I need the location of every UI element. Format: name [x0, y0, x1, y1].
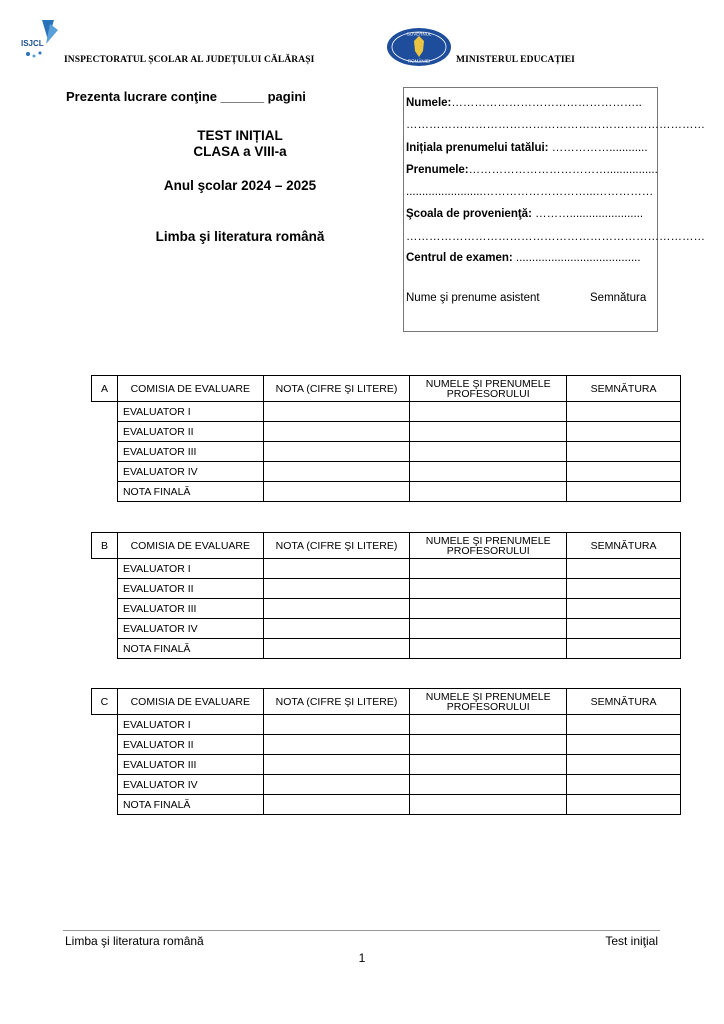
id-line-school: Şcoala de provenienţă: ……….......................: [406, 208, 644, 220]
table-letter: B: [92, 533, 118, 559]
grade-cell[interactable]: [263, 715, 410, 735]
row-label: EVALUATOR III: [117, 442, 263, 462]
id-line-exam-center: Centrul de examen: .......................................: [406, 252, 641, 264]
page-number: 1: [358, 951, 366, 965]
table-letter: C: [92, 689, 118, 715]
row-label: EVALUATOR II: [117, 579, 263, 599]
government-logo: [386, 27, 452, 67]
grade-cell[interactable]: [263, 735, 410, 755]
grade-cell[interactable]: [263, 775, 410, 795]
test-title: TEST INIȚIAL: [197, 128, 283, 143]
table-header-row: [92, 689, 681, 715]
signature-cell[interactable]: [567, 639, 681, 659]
teacher-cell[interactable]: [410, 619, 567, 639]
id-line-school-cont: ……………………………………………………………………: [406, 231, 705, 243]
grade-cell[interactable]: [263, 402, 410, 422]
isjcl-logo: [20, 18, 60, 58]
gov-logo-top-text: GUVERNUL: [406, 31, 432, 37]
signature-cell[interactable]: [567, 599, 681, 619]
teacher-cell[interactable]: [410, 579, 567, 599]
assistant-label: Nume şi prenume asistent: [406, 292, 540, 304]
table-letter: A: [92, 376, 118, 402]
table-row: [92, 422, 681, 442]
grade-cell[interactable]: [263, 639, 410, 659]
header-signature: SEMNĂTURA: [567, 376, 681, 402]
row-label: NOTA FINALĂ: [117, 482, 263, 502]
table-row: [92, 482, 681, 502]
table-row: [92, 755, 681, 775]
row-label: EVALUATOR I: [117, 402, 263, 422]
gov-logo-bottom-text: ROMÂNIEI: [407, 58, 431, 64]
signature-cell[interactable]: [567, 579, 681, 599]
right-org-name: MINISTERUL EDUCAȚIEI: [456, 55, 575, 65]
row-label: EVALUATOR IV: [117, 619, 263, 639]
evaluation-table-a: [91, 375, 681, 502]
row-label: NOTA FINALĂ: [117, 639, 263, 659]
evaluation-table-b: [91, 532, 681, 659]
school-year: Anul şcolar 2024 – 2025: [163, 178, 317, 193]
table-row: [92, 795, 681, 815]
signature-cell[interactable]: [567, 775, 681, 795]
teacher-cell[interactable]: [410, 482, 567, 502]
signature-label: Semnătura: [590, 292, 647, 304]
row-label: EVALUATOR II: [117, 735, 263, 755]
row-label: EVALUATOR I: [117, 715, 263, 735]
grade-cell[interactable]: [263, 442, 410, 462]
student-id-box: [403, 87, 705, 332]
table-row: [92, 599, 681, 619]
footer-test-name: Test iniţial: [605, 934, 658, 948]
grade-cell[interactable]: [263, 755, 410, 775]
table-row: [92, 715, 681, 735]
header-grade: NOTA (CIFRE ŞI LITERE): [263, 376, 410, 402]
grade-cell[interactable]: [263, 599, 410, 619]
header-teacher: NUMELE ŞI PRENUMELE PROFESORULUI: [410, 533, 567, 559]
table-row: [92, 619, 681, 639]
table-row: [92, 442, 681, 462]
grade-cell[interactable]: [263, 619, 410, 639]
signature-cell[interactable]: [567, 442, 681, 462]
grade-cell[interactable]: [263, 579, 410, 599]
table-row: [92, 775, 681, 795]
id-line-name: Numele:…………………………………………..: [406, 97, 642, 109]
table-row: [92, 559, 681, 579]
header-teacher: NUMELE ŞI PRENUMELE PROFESORULUI: [410, 376, 567, 402]
row-label: NOTA FINALĂ: [117, 795, 263, 815]
grade-cell[interactable]: [263, 559, 410, 579]
teacher-cell[interactable]: [410, 735, 567, 755]
signature-cell[interactable]: [567, 755, 681, 775]
isjcl-logo-text: ISJCL: [21, 39, 44, 48]
teacher-cell[interactable]: [410, 775, 567, 795]
class-title: CLASA a VIII-a: [193, 144, 287, 159]
teacher-cell[interactable]: [410, 559, 567, 579]
row-label: EVALUATOR III: [117, 755, 263, 775]
header-commission: COMISIA DE EVALUARE: [117, 689, 263, 715]
signature-cell[interactable]: [567, 402, 681, 422]
teacher-cell[interactable]: [410, 462, 567, 482]
footer-subject: Limba şi literatura română: [65, 934, 204, 948]
table-row: [92, 639, 681, 659]
signature-cell[interactable]: [567, 715, 681, 735]
evaluation-table-c: [91, 688, 681, 815]
header-commission: COMISIA DE EVALUARE: [117, 376, 263, 402]
teacher-cell[interactable]: [410, 795, 567, 815]
grade-cell[interactable]: [263, 462, 410, 482]
teacher-cell[interactable]: [410, 402, 567, 422]
table-header-row: [92, 376, 681, 402]
signature-cell[interactable]: [567, 619, 681, 639]
header-grade: NOTA (CIFRE ŞI LITERE): [263, 689, 410, 715]
teacher-cell[interactable]: [410, 639, 567, 659]
grade-cell[interactable]: [263, 422, 410, 442]
grade-cell[interactable]: [263, 795, 410, 815]
id-line-father-initial: Inițiala prenumelui tatălui: ……………............: [406, 142, 648, 154]
id-line-first-name: Prenumele:………………………………................: [406, 164, 658, 176]
signature-cell[interactable]: [567, 462, 681, 482]
signature-cell[interactable]: [567, 795, 681, 815]
signature-cell[interactable]: [567, 735, 681, 755]
footer-divider: [63, 930, 660, 931]
teacher-cell[interactable]: [410, 755, 567, 775]
header-grade: NOTA (CIFRE ŞI LITERE): [263, 533, 410, 559]
row-label: EVALUATOR III: [117, 599, 263, 619]
teacher-cell[interactable]: [410, 442, 567, 462]
id-line-name-cont: ……………………………………………………………………: [406, 119, 705, 131]
header-signature: SEMNĂTURA: [567, 533, 681, 559]
row-label: EVALUATOR II: [117, 422, 263, 442]
signature-cell[interactable]: [567, 559, 681, 579]
id-line-first-name-cont: ........................………………………...……………: [406, 186, 654, 198]
header-signature: SEMNĂTURA: [567, 689, 681, 715]
row-label: EVALUATOR I: [117, 559, 263, 579]
left-org-name: INSPECTORATUL ȘCOLAR AL JUDEȚULUI CĂLĂRAȘI: [64, 55, 315, 65]
signature-cell[interactable]: [567, 422, 681, 442]
table-row: [92, 402, 681, 422]
table-header-row: [92, 533, 681, 559]
header-teacher: NUMELE ŞI PRENUMELE PROFESORULUI: [410, 689, 567, 715]
subject-title: Limba şi literatura română: [155, 229, 325, 244]
signature-cell[interactable]: [567, 482, 681, 502]
teacher-cell[interactable]: [410, 422, 567, 442]
teacher-cell[interactable]: [410, 599, 567, 619]
header-commission: COMISIA DE EVALUARE: [117, 533, 263, 559]
table-row: [92, 735, 681, 755]
row-label: EVALUATOR IV: [117, 775, 263, 795]
grade-cell[interactable]: [263, 482, 410, 502]
table-row: [92, 579, 681, 599]
teacher-cell[interactable]: [410, 715, 567, 735]
table-row: [92, 462, 681, 482]
pages-line: Prezenta lucrare conţine ______ pagini: [66, 89, 306, 104]
row-label: EVALUATOR IV: [117, 462, 263, 482]
